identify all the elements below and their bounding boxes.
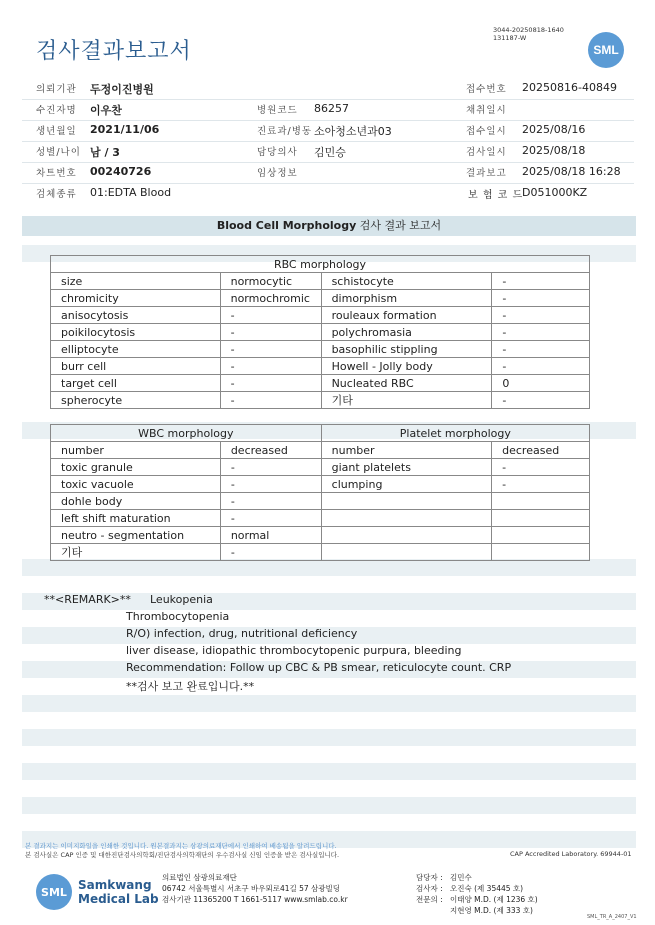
rbc-cell: burr cell [51,358,221,375]
wbc-plt-cell [492,527,590,544]
header-row-4 [0,144,655,164]
rbc-cell: - [492,358,590,375]
footer-note-certification: 본 검사실은 CAP 인증 및 대한진단검사의학회/진단검사의학재단의 우수검사실 신임 인증을 받은 검사실입니다. [25,851,340,859]
rbc-cell: schistocyte [321,273,492,290]
wbc-plt-row [51,459,590,476]
rbc-row [51,375,590,392]
test-date-value: 2025/08/18 [522,144,586,157]
header-row-2 [0,102,655,122]
patient-label: 수진자명 [36,105,77,116]
wbc-plt-row [51,527,590,544]
rbc-cell: rouleaux formation [321,307,492,324]
wbc-plt-cell: neutro - segmentation [51,527,221,544]
footer-note-image: 본 결과지는 이미지화일을 인쇄한 것입니다. 원본결과지는 삼광의료재단에서 인쇄하여 배송됨을 알려드립니다. [25,842,337,850]
sex-age-value: 남 / 3 [90,146,120,159]
report-title: 검사결과보고서 [36,39,192,64]
wbc-plt-row [51,476,590,493]
wbc-plt-cell: left shift maturation [51,510,221,527]
rbc-cell: - [220,358,321,375]
wbc-plt-row [51,544,590,561]
rbc-cell: 0 [492,375,590,392]
wbc-plt-cell: - [220,510,321,527]
staff-list: 담당자 : 김민수 검사자 : 오진숙 (제 35445 호) 전문의 : 이태양 M.D. (제 1236 호) 지현영 M.D. (제 333 호) [416,873,538,915]
header-row-1 [0,81,655,101]
wbc-plt-cell: clumping [321,476,491,493]
wbc-plt-cell [321,510,491,527]
remark-line-2: Thrombocytopenia [126,610,230,623]
rbc-cell: - [492,341,590,358]
rbc-cell: - [492,307,590,324]
sex-age-label: 성별/나이 [36,147,81,158]
brand-name: Samkwang Medical Lab [78,878,159,906]
rbc-cell: normocytic [220,273,321,290]
sml-footer-logo-mark: SML [36,874,72,910]
rbc-cell: spherocyte [51,392,221,409]
wbc-plt-cell: - [220,544,321,561]
rbc-cell: basophilic stippling [321,341,492,358]
report-date-label: 결과보고 [466,168,507,179]
rbc-cell: Nucleated RBC [321,375,492,392]
rbc-cell: dimorphism [321,290,492,307]
remark-line-6: **검사 보고 완료입니다.** [126,680,255,693]
sml-logo: SML [588,32,624,68]
receipt-date-value: 2025/08/16 [522,123,586,136]
receipt-no-label: 접수번호 [466,84,507,95]
rbc-cell: normochromic [220,290,321,307]
wbc-plt-cell [321,527,491,544]
wbc-plt-cell [492,544,590,561]
wbc-table-title: WBC morphology [51,425,322,442]
rbc-row [51,341,590,358]
dept-value: 소아청소년과03 [314,125,392,138]
specimen-label: 검체종류 [36,189,77,200]
lab-address: 의료법인 삼광의료재단 06742 서울특별시 서초구 바우뫼로41길 57 삼광빌딩 검사기관 11365200 T 1661-5117 www.smlab.co.kr [162,873,348,904]
wbc-plt-cell: - [492,459,590,476]
rbc-row [51,392,590,409]
client-label: 의뢰기관 [36,84,77,95]
client-value: 두정이진병원 [90,83,154,96]
remark-line-1: Leukopenia [150,593,213,606]
rbc-cell: chromicity [51,290,221,307]
remark-line-4: liver disease, idiopathic thrombocytopenic purpura, bleeding [126,644,462,657]
rbc-cell: Howell - Jolly body [321,358,492,375]
chart-no-value: 00240726 [90,165,152,178]
rbc-row [51,358,590,375]
rbc-morphology-table [50,255,590,409]
form-code: SML_TR_A_2407_V1 [587,914,637,920]
wbc-plt-cell: - [220,476,321,493]
rbc-cell: polychromasia [321,324,492,341]
wbc-plt-cell: decreased [492,442,590,459]
wbc-plt-cell: decreased [220,442,321,459]
wbc-plt-cell [492,493,590,510]
clinical-label: 임상정보 [257,168,298,179]
cap-accreditation: CAP Accredited Laboratory. 69944-01 [510,850,632,858]
rbc-row [51,273,590,290]
document-number: 3044-20250818-1640 131187-W [493,26,564,42]
hospital-code-value: 86257 [314,102,349,115]
doctor-label: 담당의사 [257,147,298,158]
wbc-plt-cell: giant platelets [321,459,491,476]
rbc-cell: - [220,341,321,358]
wbc-plt-row [51,493,590,510]
header-row-6 [0,186,655,206]
wbc-plt-cell [321,493,491,510]
rbc-cell: - [220,375,321,392]
wbc-plt-row [51,510,590,527]
rbc-cell: anisocytosis [51,307,221,324]
rbc-cell: target cell [51,375,221,392]
wbc-plt-cell: toxic vacuole [51,476,221,493]
remark-label: **<REMARK>** [44,593,131,606]
patient-value: 이우찬 [90,104,122,117]
rbc-cell: elliptocyte [51,341,221,358]
dept-label: 진료과/병동 [257,126,313,137]
rbc-cell: - [492,290,590,307]
report-date-value: 2025/08/18 16:28 [522,165,621,178]
wbc-plt-cell: normal [220,527,321,544]
wbc-platelet-table [50,424,590,561]
wbc-plt-cell: dohle body [51,493,221,510]
wbc-plt-cell: toxic granule [51,459,221,476]
receipt-date-label: 접수일시 [466,126,507,137]
wbc-plt-cell: 기타 [51,544,221,561]
rbc-row [51,290,590,307]
rbc-cell: - [492,324,590,341]
remark-line-5: Recommendation: Follow up CBC & PB smear, reticulocyte count. CRP [126,661,512,674]
wbc-plt-cell: number [321,442,491,459]
insurance-value: D051000KZ [522,186,588,199]
rbc-cell: - [220,392,321,409]
rbc-cell: 기타 [321,392,492,409]
hospital-code-label: 병원코드 [257,105,298,116]
rbc-cell: poikilocytosis [51,324,221,341]
test-date-label: 검사일시 [466,147,507,158]
rbc-cell: - [220,324,321,341]
wbc-plt-row [51,442,590,459]
header-row-3 [0,123,655,143]
header-row-5 [0,165,655,185]
wbc-plt-cell [321,544,491,561]
section-banner: Blood Cell Morphology 검사 결과 보고서 [22,216,636,236]
wbc-plt-cell: - [220,459,321,476]
specimen-value: 01:EDTA Blood [90,186,172,199]
wbc-plt-cell [492,510,590,527]
rbc-cell: size [51,273,221,290]
dob-label: 생년월일 [36,126,77,137]
footer-logo [36,874,159,910]
rbc-row [51,307,590,324]
rbc-table-title: RBC morphology [51,256,590,273]
wbc-plt-cell: - [492,476,590,493]
platelet-table-title: Platelet morphology [321,425,589,442]
rbc-cell: - [492,273,590,290]
collect-date-label: 채취일시 [466,105,507,116]
insurance-label: 보 험 코 드 [468,190,524,201]
wbc-plt-cell: number [51,442,221,459]
remark-line-3: R/O) infection, drug, nutritional deficiency [126,627,358,640]
dob-value: 2021/11/06 [90,123,160,136]
rbc-cell: - [220,307,321,324]
receipt-no-value: 20250816-40849 [522,81,617,94]
chart-no-label: 차트번호 [36,168,77,179]
doctor-value: 김민승 [314,146,346,159]
rbc-row [51,324,590,341]
wbc-plt-cell: - [220,493,321,510]
rbc-cell: - [492,392,590,409]
